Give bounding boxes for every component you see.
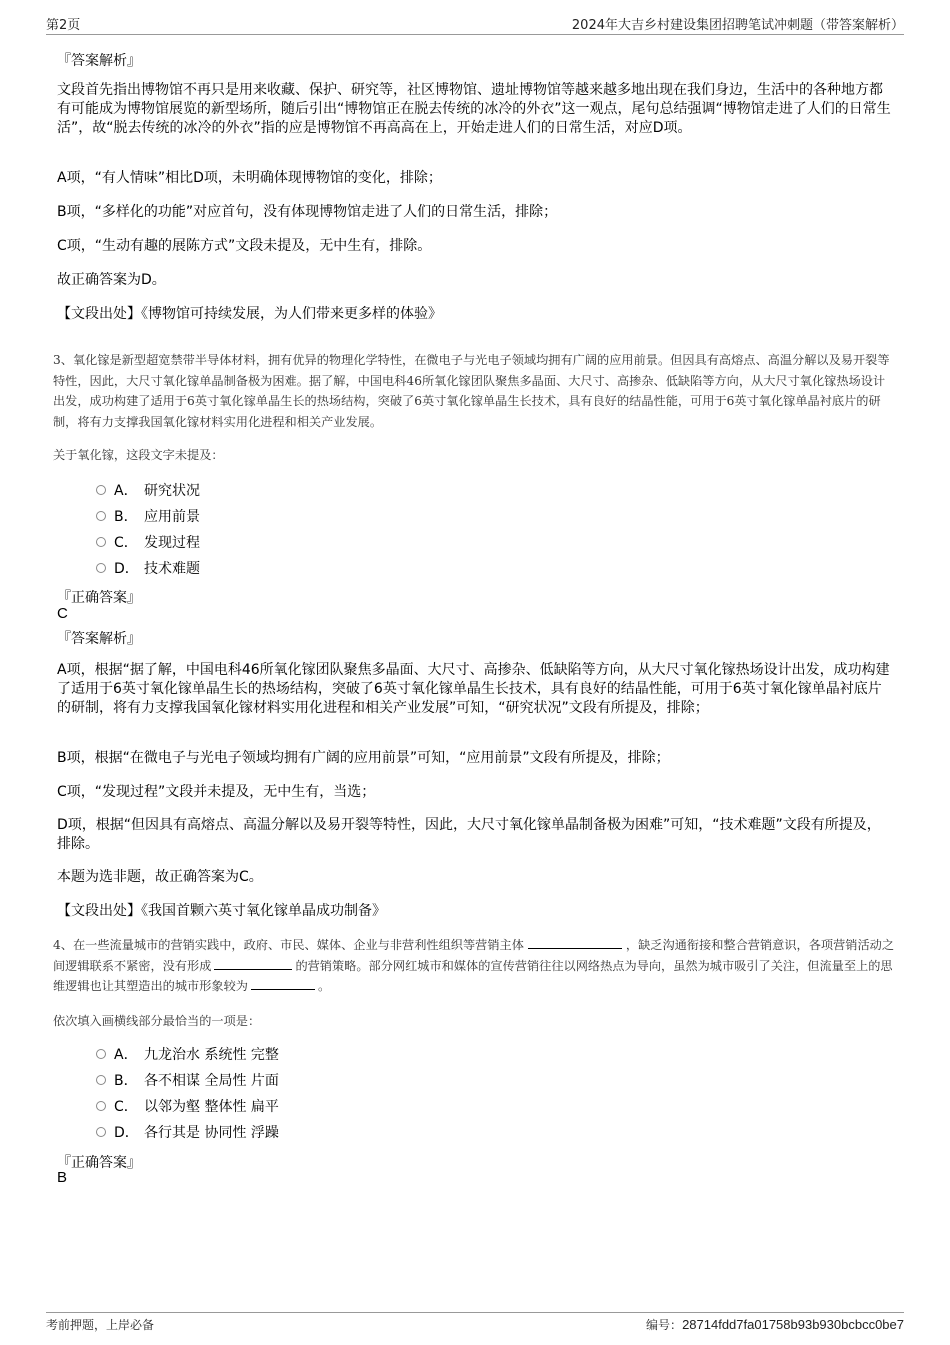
q3-option-c[interactable]: C． 发现过程 — [96, 533, 200, 553]
q2-analysis-para-4: C项，“生动有趣的展陈方式”文段未提及，无中生有，排除。 — [57, 238, 432, 254]
radio-icon[interactable] — [96, 1127, 106, 1137]
q4-option-b[interactable]: B． 各不相谋 全局性 片面 — [96, 1071, 279, 1091]
radio-icon[interactable] — [96, 1075, 106, 1085]
q2-analysis-para-3: B项，“多样化的功能”对应首句，没有体现博物馆走进了人们的日常生活，排除； — [57, 204, 558, 220]
q3-question: 关于氧化镓，这段文字未提及： — [53, 448, 224, 462]
radio-icon[interactable] — [96, 511, 106, 521]
q4-stem: 4、在一些流量城市的营销实践中，政府、市民、媒体、企业与非营利性组织等营销主体 ，缺乏沟通衔接和整合营销意识，各项营销活动之间逻辑联系不紧密，没有形成 的营销策略。部分网红城市和媒体的宣传营销往往以网络热点为导向，虽然为城市吸引了关注，但流量至上的思维逻辑也让其塑造出的城市形象较为 。 — [53, 938, 895, 993]
q3-analysis-para-1: A项，根据“据了解，中国电科46所氧化镓团队聚焦多晶面、大尺寸、高掺杂、低缺陷等方向，从大尺寸氧化镓热场设计出发，成功构建了适用于6英寸氧化镓单晶生长的热场结构，突破了6英寸氧化镓单晶生长技术，具有良好的结晶性能，可用于6英寸氧化镓单晶衬底片的研制，将有力支撑我国氧化镓材料实用化进程和相关产业发展”可知，“研究状况”文段有所提及，排除； — [57, 662, 890, 716]
q3-option-d[interactable]: D． 技术难题 — [96, 559, 200, 579]
page-number: 第2页 — [46, 18, 81, 33]
blank-2 — [214, 957, 292, 970]
q4-option-c[interactable]: C． 以邻为壑 整体性 扁平 — [96, 1097, 279, 1117]
q3-analysis-para-3: C项，“发现过程”文段并未提及，无中生有，当选； — [57, 784, 376, 800]
q3-option-b[interactable]: B． 应用前景 — [96, 507, 200, 527]
q3-analysis-label: 『答案解析』 — [57, 631, 141, 647]
page-header — [46, 14, 904, 35]
q2-analysis-para-2: A项，“有人情味”相比D项，未明确体现博物馆的变化，排除； — [57, 170, 442, 186]
q3-analysis-para-2: B项，根据“在微电子与光电子领域均拥有广阔的应用前景”可知，“应用前景”文段有所提及，排除； — [57, 750, 670, 766]
radio-icon[interactable] — [96, 1049, 106, 1059]
document-code: 编号：28714fdd7fa01758b93b930bcbcc0be7 — [646, 1317, 904, 1332]
q3-stem: 3、氧化镓是新型超宽禁带半导体材料，拥有优异的物理化学特性，在微电子与光电子领域均拥有广阔的应用前景。但因具有高熔点、高温分解以及易开裂等特性，因此，大尺寸氧化镓单晶制备极为困难。据了解，中国电科46所氧化镓团队聚焦多晶面、大尺寸、高掺杂、低缺陷等方向，从大尺寸氧化镓热场设计出发，成功构建了适用于6英寸氧化镓单晶生长的热场结构，突破了6英寸氧化镓单晶生长技术，具有良好的结晶性能，可用于6英寸氧化镓单晶衬底片的研制，将有力支撑我国氧化镓材料实用化进程和相关产业发展。 — [53, 353, 890, 429]
blank-3 — [251, 977, 315, 990]
q3-answer: C — [57, 605, 68, 622]
q3-source: 【文段出处】《我国首颗六英寸氧化镓单晶成功制备》 — [57, 903, 386, 919]
blank-1 — [528, 936, 622, 949]
q3-answer-label: 『正确答案』 — [57, 590, 141, 606]
q2-analysis-para-1: 文段首先指出博物馆不再只是用来收藏、保护、研究等，社区博物馆、遗址博物馆等越来越多地出现在我们身边，生活中的各种地方都有可能成为博物馆展览的新型场所，随后引出“博物馆正在脱去传统的冰冷的外衣”这一观点，尾句总结强调“博物馆走进了人们的日常生活”，故“脱去传统的冰冷的外衣”指的应是博物馆不再高高在上，开始走进人们的日常生活，对应D项。 — [57, 82, 891, 136]
document-title: 2024年大吉乡村建设集团招聘笔试冲刺题（带答案解析） — [571, 18, 904, 33]
radio-icon[interactable] — [96, 485, 106, 495]
radio-icon[interactable] — [96, 537, 106, 547]
q3-analysis-para-4: D项，根据“但因具有高熔点、高温分解以及易开裂等特性，因此，大尺寸氧化镓单晶制备极为困难”可知，“技术难题”文段有所提及，排除。 — [57, 817, 881, 852]
q4-question: 依次填入画横线部分最恰当的一项是： — [53, 1014, 261, 1028]
q3-analysis-para-5: 本题为选非题，故正确答案为C。 — [57, 869, 263, 885]
q2-analysis-label: 『答案解析』 — [57, 53, 141, 69]
q2-source: 【文段出处】《博物馆可持续发展，为人们带来更多样的体验》 — [57, 306, 442, 322]
q4-answer-label: 『正确答案』 — [57, 1155, 141, 1171]
q3-option-a[interactable]: A． 研究状况 — [96, 481, 200, 501]
q4-answer: B — [57, 1169, 68, 1186]
radio-icon[interactable] — [96, 563, 106, 573]
radio-icon[interactable] — [96, 1101, 106, 1111]
q2-analysis-para-5: 故正确答案为D。 — [57, 272, 166, 288]
footer-slogan: 考前押题，上岸必备 — [46, 1318, 155, 1332]
q4-option-a[interactable]: A． 九龙治水 系统性 完整 — [96, 1045, 279, 1065]
q4-option-d[interactable]: D． 各行其是 协同性 浮躁 — [96, 1123, 279, 1143]
page-footer — [46, 1312, 904, 1332]
